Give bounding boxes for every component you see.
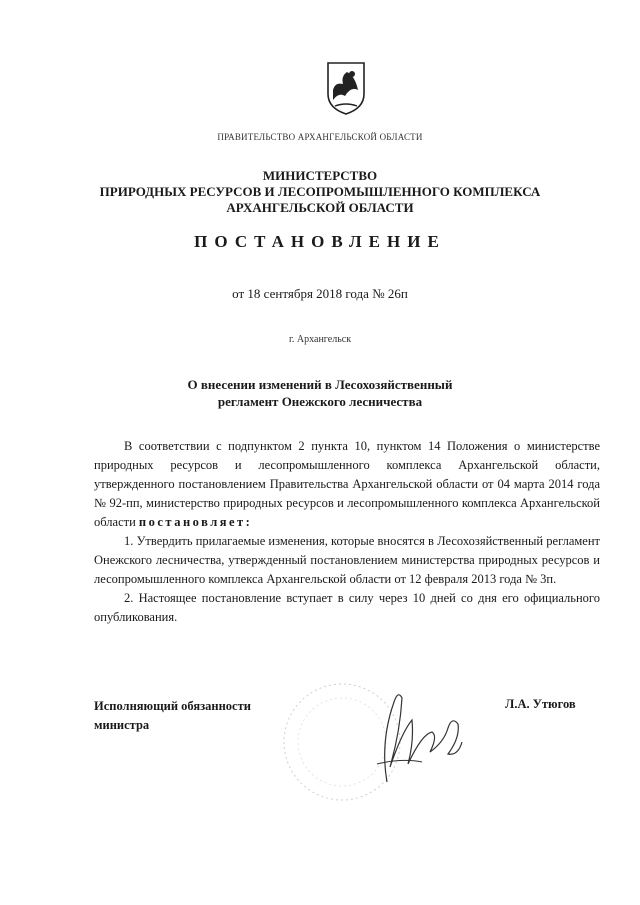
- signer-position-line: Исполняющий обязанности: [94, 699, 251, 713]
- coat-of-arms-icon: [325, 60, 367, 116]
- ministry-line: АРХАНГЕЛЬСКОЙ ОБЛАСТИ: [226, 200, 414, 215]
- subject-heading: [0, 376, 640, 410]
- signer-name: Л.А. Утюгов: [505, 697, 576, 711]
- ministry-line: МИНИСТЕРСТВО: [262, 168, 378, 183]
- body-text: [94, 437, 600, 627]
- ministry-name: [0, 168, 640, 216]
- subject-line: О внесении изменений в Лесохозяйственный: [187, 377, 453, 392]
- paragraph: [94, 437, 600, 532]
- paragraph: 1. Утвердить прилагаемые изменения, которые вносятся в Лесохозяйственный регламент Онежского лесничества, утвержденный постановлением министерства природных ресурсов и лесопромышленного комплекса Архангельской области от 12 февраля 2013 года № 3п.: [94, 534, 600, 586]
- signer-position: [94, 697, 251, 735]
- resolves-word: постановляет:: [138, 515, 253, 529]
- paragraph: 2. Настоящее постановление вступает в силу через 10 дней со дня его официального опубликования.: [94, 591, 600, 624]
- date-and-number: от 18 сентября 2018 года № 26п: [232, 286, 408, 301]
- city: г. Архангельск: [288, 334, 352, 345]
- ministry-line: ПРИРОДНЫХ РЕСУРСОВ И ЛЕСОПРОМЫШЛЕННОГО КОМПЛЕКСА: [99, 184, 541, 199]
- handwritten-signature-icon: [262, 672, 482, 802]
- subject-line: регламент Онежского лесничества: [217, 394, 423, 409]
- government-header: ПРАВИТЕЛЬСТВО АРХАНГЕЛЬСКОЙ ОБЛАСТИ: [217, 132, 423, 142]
- signer-position-line: министра: [94, 718, 150, 732]
- document-title: ПОСТАНОВЛЕНИЕ: [194, 232, 446, 251]
- paragraph-text: В соответствии с подпунктом 2 пункта 10, пунктом 14 Положения о министерстве природных ресурсов и лесопромышленного комплекса Архангельской области, утвержденного постановлением Правительства Архангельской области от 04 марта 2014 года № 92-пп, министерство природных ресурсов и лесопромышленного комплекса Архангельской области: [94, 439, 600, 529]
